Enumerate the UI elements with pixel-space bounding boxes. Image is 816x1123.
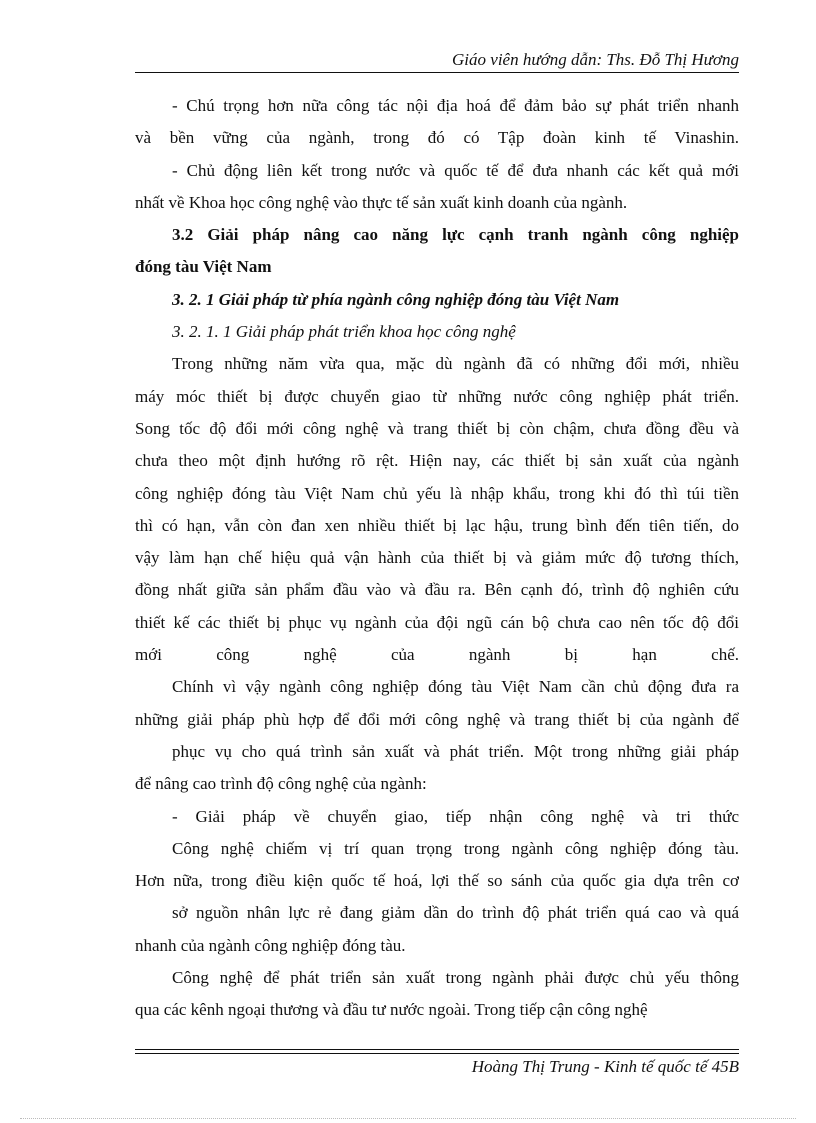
page-footer: Hoàng Thị Trung - Kinh tế quốc tế 45B <box>471 1057 739 1076</box>
subsection-heading: 3. 2. 1 Giải pháp từ phía ngành công nghiệp đóng tàu Việt Nam <box>172 289 620 309</box>
subsubsection-heading: 3. 2. 1. 1 Giải pháp phát triển khoa học công nghệ <box>172 322 516 342</box>
text-line: phục vụ cho quá trình sản xuất và phát triển. Một trong những giải pháp <box>172 741 739 761</box>
text-line: Chính vì vậy ngành công nghiệp đóng tàu Việt Nam cần chủ động đưa ra <box>172 677 739 697</box>
text-line: nhanh của ngành công nghiệp đóng tàu. <box>135 935 406 955</box>
text-line: công nghiệp đóng tàu Việt Nam chủ yếu là nhập khẩu, trong khi đó thì túi tiền <box>135 483 739 503</box>
text-line: máy móc thiết bị được chuyển giao từ những nước công nghiệp phát triển. <box>135 386 739 406</box>
text-line: những giải pháp phù hợp để đổi mới công nghệ và trang thiết bị của ngành để <box>135 709 739 729</box>
document-body <box>135 90 739 1027</box>
page-edge <box>20 1118 796 1119</box>
text-line: - Chú trọng hơn nữa công tác nội địa hoá để đảm bảo sự phát triển nhanh <box>172 96 739 115</box>
section-heading-line: 3.2 Giải pháp nâng cao năng lực cạnh tranh ngành công nghiệp <box>172 225 739 245</box>
text-line: - Giải pháp về chuyển giao, tiếp nhận công nghệ và tri thức <box>172 806 739 826</box>
text-line: qua các kênh ngoại thương và đầu tư nước ngoài. Trong tiếp cận công nghệ <box>135 1000 648 1020</box>
text-line: Trong những năm vừa qua, mặc dù ngành đã có những đổi mới, nhiều <box>172 354 739 374</box>
text-line: nhất về Khoa học công nghệ vào thực tế sản xuất kinh doanh của ngành. <box>135 192 628 212</box>
text-line: chưa theo một định hướng rõ rệt. Hiện nay, các thiết bị sản xuất của ngành <box>135 451 739 471</box>
text-line: - Chủ động liên kết trong nước và quốc tế để đưa nhanh các kết quả mới <box>172 160 739 180</box>
text-line: Công nghệ để phát triển sản xuất trong ngành phải được chủ yếu thông <box>172 968 739 988</box>
text-line: đồng nhất giữa sản phẩm đầu vào và đầu ra. Bên cạnh đó, trình độ nghiên cứu <box>135 580 739 600</box>
footer-rule <box>135 1053 739 1054</box>
text-line: và bền vững của ngành, trong đó có Tập đoàn kinh tế Vinashin. <box>135 128 739 148</box>
text-line: vậy làm hạn chế hiệu quả vận hành của thiết bị và giảm mức độ tương thích, <box>135 548 739 568</box>
section-heading-line: đóng tàu Việt Nam <box>135 257 272 277</box>
header-rule <box>135 72 739 73</box>
text-line: Song tốc độ đổi mới công nghệ và trang thiết bị còn chậm, chưa đồng đều và <box>135 418 739 438</box>
text-line: thiết kế các thiết bị phục vụ ngành của đội ngũ cán bộ chưa cao nên tốc độ đổi <box>135 612 739 632</box>
footer-rule <box>135 1049 739 1050</box>
text-line: để nâng cao trình độ công nghệ của ngành: <box>135 774 427 794</box>
text-line: mới công nghệ của ngành bị hạn chế. <box>135 645 739 665</box>
text-line: Công nghệ chiếm vị trí quan trọng trong ngành công nghiệp đóng tàu. <box>172 838 739 858</box>
page-header: Giáo viên hướng dẫn: Ths. Đỗ Thị Hương <box>452 50 739 69</box>
text-line: sở nguồn nhân lực rẻ đang giảm dần do trình độ phát triển quá cao và quá <box>172 903 739 923</box>
text-line: thì có hạn, vẫn còn đan xen nhiều thiết bị lạc hậu, trung bình đến tiên tiến, do <box>135 515 739 535</box>
text-line: Hơn nữa, trong điều kiện quốc tế hoá, lợi thế so sánh của quốc gia dựa trên cơ <box>135 871 739 891</box>
